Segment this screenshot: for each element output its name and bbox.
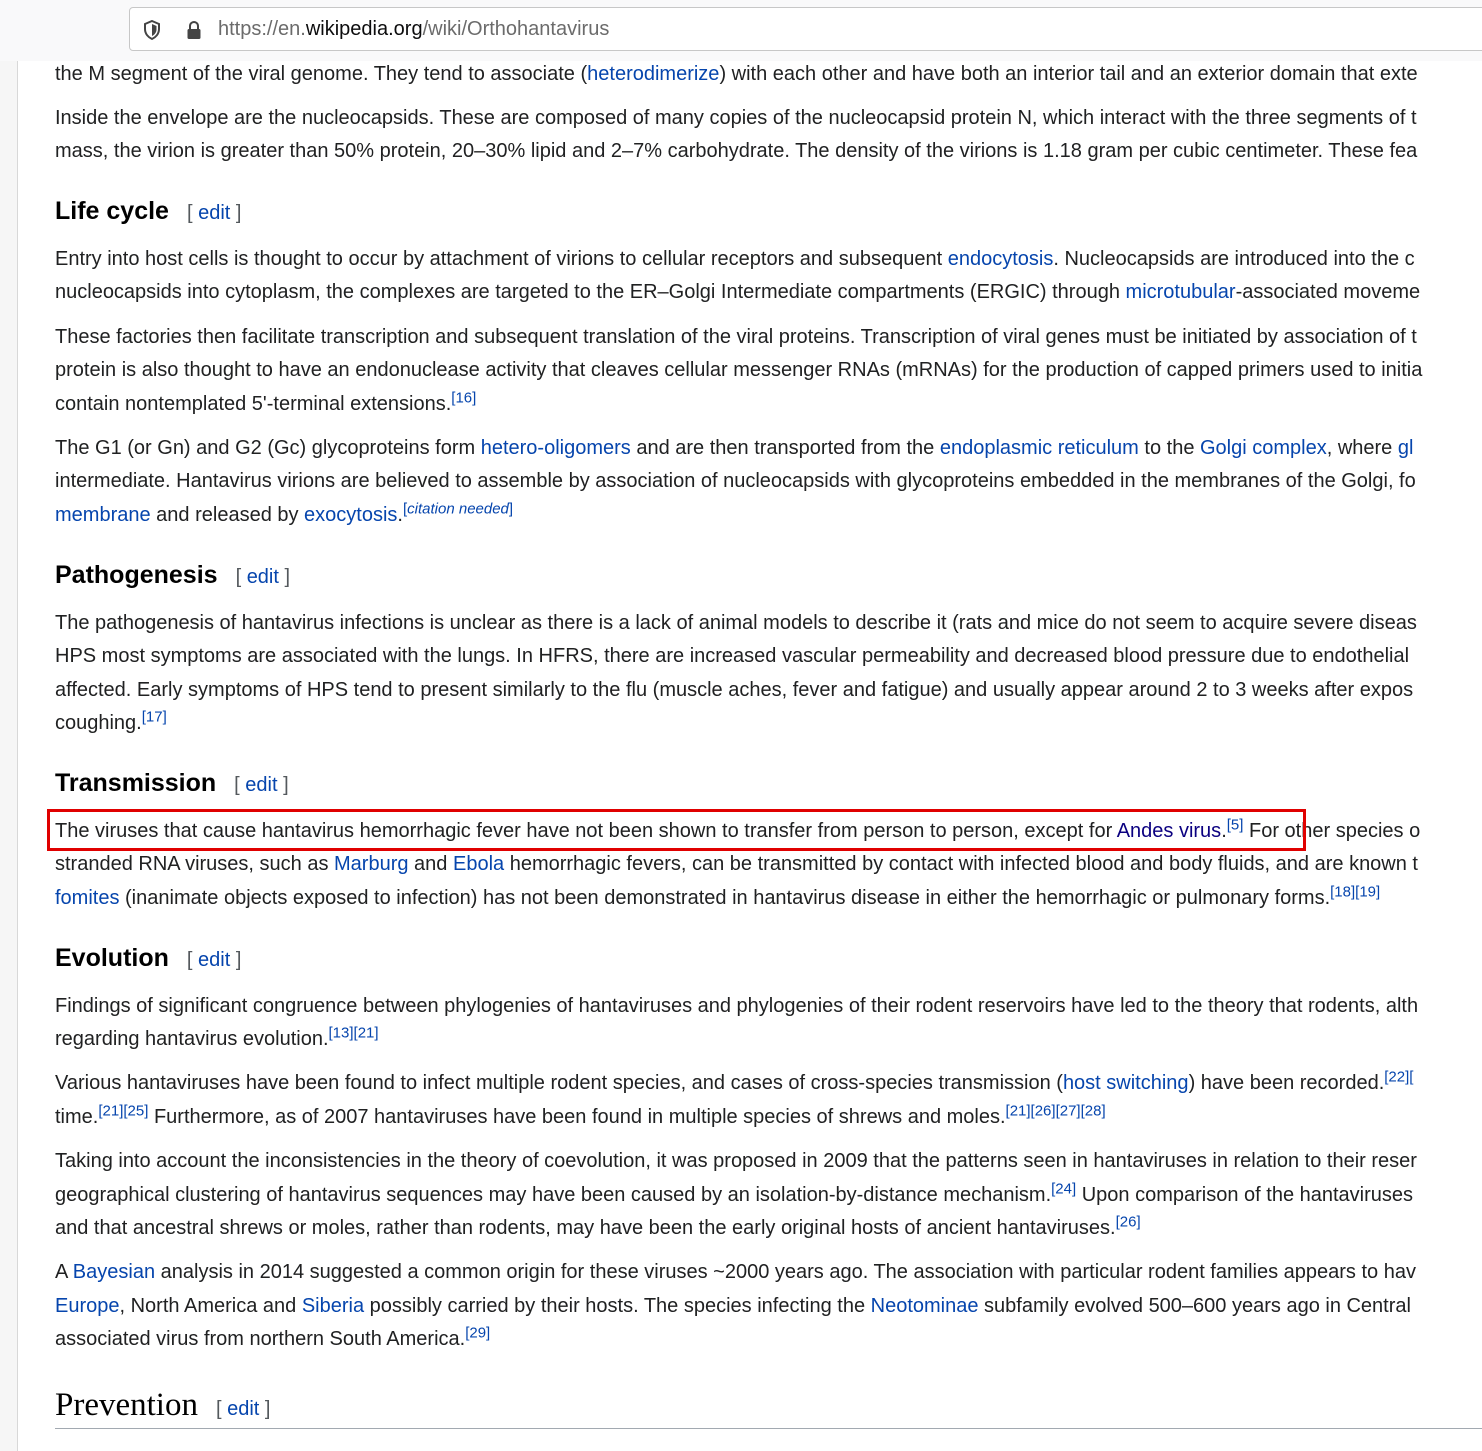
heading-life-cycle: Life cycle [ edit ] (55, 197, 242, 225)
browser-chrome (0, 0, 1482, 61)
paragraph-line: The pathogenesis of hantavirus infections is unclear as there is a lack of animal models to describe it (rats and mice do not seem to acquire severe diseas (55, 612, 1417, 634)
article-content (55, 61, 1482, 1451)
paragraph-line: time.[21][25] Furthermore, as of 2007 hantaviruses have been found in multiple species of shrews and moles.[21][26][27][28] (55, 1102, 1106, 1128)
paragraph-line: These factories then facilitate transcription and subsequent translation of the viral proteins. Transcription of viral genes must be initiated by association of t (55, 326, 1417, 348)
paragraph-line: fomites (inanimate objects exposed to infection) has not been demonstrated in hantavirus disease in either the hemorrhagic or pulmonary forms.[18][19] (55, 883, 1381, 909)
paragraph-line: membrane and released by exocytosis.[citation needed] (55, 500, 514, 526)
paragraph-line: The viruses that cause hantavirus hemorrhagic fever have not been shown to transfer from person to person, except for Andes virus.[5] For other species o (55, 816, 1421, 842)
link-bayesian[interactable]: Bayesian (72, 1261, 156, 1283)
url-host-prefix: https://en. (218, 18, 306, 40)
link-siberia[interactable]: Siberia (301, 1295, 365, 1317)
edit-section: [ edit ] (234, 774, 289, 796)
paragraph-line: the M segment of the viral genome. They tend to associate (heterodimerize) with each other and have both an interior tail and an exterior domain that exte (55, 63, 1418, 85)
heading-pathogenesis: Pathogenesis [ edit ] (55, 561, 291, 589)
paragraph-line: mass, the virion is greater than 50% protein, 20–30% lipid and 2–7% carbohydrate. The density of the virions is 1.18 gram per cubic centimeter. These fea (55, 140, 1418, 162)
link-andes-virus[interactable]: Andes virus (1116, 820, 1222, 842)
heading-transmission: Transmission [ edit ] (55, 769, 289, 797)
edit-link-prevention[interactable]: edit (227, 1398, 260, 1420)
link-fomites[interactable]: fomites (55, 887, 120, 909)
reference-link[interactable]: [17] (141, 708, 167, 726)
url-host-domain: wikipedia.org (305, 18, 423, 40)
paragraph-line: protein is also thought to have an endonuclease activity that cleaves cellular messenger RNAs (mRNAs) for the production of capped primers used to initia (55, 359, 1423, 381)
link-marburg[interactable]: Marburg (334, 853, 409, 875)
reference-link[interactable]: [5] (1226, 816, 1244, 834)
heading-prevention: Prevention [ edit ] (55, 1387, 1482, 1429)
link-microtubular[interactable]: microtubular (1125, 281, 1236, 303)
link-endocytosis[interactable]: endocytosis (947, 248, 1054, 270)
edit-link-transmission[interactable]: edit (245, 774, 278, 796)
edit-section: [ edit ] (235, 566, 291, 588)
link-golgi-complex[interactable]: Golgi complex (1200, 437, 1327, 459)
link-hetero-oligomers[interactable]: hetero-oligomers (480, 437, 631, 459)
paragraph-line: HPS most symptoms are associated with the lungs. In HFRS, there are increased vascular permeability and decreased blood pressure due to endothelial (55, 645, 1410, 667)
url-path: /wiki/Orthohantavirus (422, 18, 610, 40)
paragraph-line: affected. Early symptoms of HPS tend to present similarly to the flu (muscle aches, fever and fatigue) and usually appear around 2 to 3 weeks after expos (55, 679, 1414, 701)
paragraph-line: associated virus from northern South America.[29] (55, 1324, 491, 1350)
paragraph-line: A Bayesian analysis in 2014 suggested a common origin for these viruses ~2000 years ago. The association with particular rodent families appears to hav (55, 1261, 1416, 1283)
paragraph-line: Various hantaviruses have been found to infect multiple rodent species, and cases of cross-species transmission (host switching) have been recorded.$^{[22][}$ (55, 1068, 1414, 1094)
reference-link[interactable]: [21][26][27][28] (1005, 1102, 1106, 1120)
edit-link-pathogenesis[interactable]: edit (246, 566, 279, 588)
link-glyco[interactable]: gl (1397, 437, 1414, 459)
reference-link[interactable]: [26] (1115, 1213, 1141, 1231)
edit-section: [ edit ] (215, 1398, 271, 1420)
paragraph-line: Entry into host cells is thought to occur by attachment of virions to cellular receptors and subsequent endocytosis. Nucleocapsids are introduced into the c (55, 248, 1415, 270)
paragraph-line: The G1 (or Gn) and G2 (Gc) glycoproteins form hetero-oligomers and are then transported from the endoplasmic reticulum to the Golgi complex, where gl (55, 437, 1414, 459)
edit-section: [ edit ] (186, 949, 242, 971)
paragraph-line: contain nontemplated 5'-terminal extensions.[16] (55, 389, 477, 415)
paragraph-line: geographical clustering of hantavirus sequences may have been caused by an isolation-by-distance mechanism.[24] Upon comparison of the hantaviruses (55, 1180, 1414, 1206)
paragraph-line: Findings of significant congruence between phylogenies of hantaviruses and phylogenies of their rodent reservoirs have led to the theory that rodents, alth (55, 995, 1419, 1017)
address-bar[interactable] (129, 7, 1482, 51)
highlight-box (47, 809, 1306, 851)
paragraph-line: Europe, North America and Siberia possibly carried by their hosts. The species infecting the Neotominae subfamily evolved 500–600 years ago in Central (55, 1295, 1411, 1317)
reference-link[interactable]: [21][25] (98, 1102, 149, 1120)
edit-link-evolution[interactable]: edit (198, 949, 231, 971)
heading-evolution: Evolution [ edit ] (55, 944, 242, 972)
paragraph-line: regarding hantavirus evolution.[13][21] (55, 1024, 379, 1050)
reference-link[interactable]: [16] (451, 389, 477, 407)
reference-link[interactable]: [29] (465, 1324, 491, 1342)
reference-link[interactable]: [18][19] (1330, 883, 1381, 901)
paragraph-line: Inside the envelope are the nucleocapsids. These are composed of many copies of the nucleocapsid protein N, which interact with the three segments of t (55, 107, 1417, 129)
link-membrane[interactable]: membrane (55, 504, 151, 526)
url-text[interactable] (218, 18, 609, 41)
link-ebola[interactable]: Ebola (452, 853, 505, 875)
edit-link-life-cycle[interactable]: edit (198, 202, 231, 224)
edit-section: [ edit ] (186, 202, 242, 224)
link-endoplasmic-reticulum[interactable]: endoplasmic reticulum (939, 437, 1139, 459)
reference-link[interactable]: [24] (1051, 1180, 1077, 1198)
reference-link[interactable]: [22][ (1384, 1068, 1414, 1086)
paragraph-line: stranded RNA viruses, such as Marburg and Ebola hemorrhagic fevers, can be transmitted by contact with infected blood and body fluids, and are known t (55, 853, 1418, 875)
reference-link[interactable]: [13][21] (328, 1024, 379, 1042)
left-sidebar-edge (0, 61, 18, 1451)
paragraph-line: coughing.[17] (55, 708, 167, 734)
paragraph-line: and that ancestral shrews or moles, rather than rodents, may have been the early original hosts of ancient hantaviruses.[26] (55, 1213, 1141, 1239)
link-exocytosis[interactable]: exocytosis (304, 504, 398, 526)
paragraph-line: intermediate. Hantavirus virions are believed to assemble by association of nucleocapsids with glycoproteins embedded in the membranes of the Golgi, fo (55, 470, 1416, 492)
link-host-switching[interactable]: host switching (1062, 1072, 1189, 1094)
citation-needed[interactable]: [citation needed] (402, 500, 514, 518)
link-heterodimerize[interactable]: heterodimerize (587, 63, 720, 85)
paragraph-line: Taking into account the inconsistencies in the theory of coevolution, it was proposed in 2009 that the patterns seen in hantaviruses in relation to their reser (55, 1150, 1417, 1172)
paragraph-line: nucleocapsids into cytoplasm, the complexes are targeted to the ER–Golgi Intermediate compartments (ERGIC) through microtubular-associated moveme (55, 281, 1421, 303)
shield-icon[interactable] (142, 20, 162, 40)
link-europe[interactable]: Europe (55, 1295, 120, 1317)
link-neotominae[interactable]: Neotominae (870, 1295, 979, 1317)
lock-icon[interactable] (184, 20, 204, 40)
